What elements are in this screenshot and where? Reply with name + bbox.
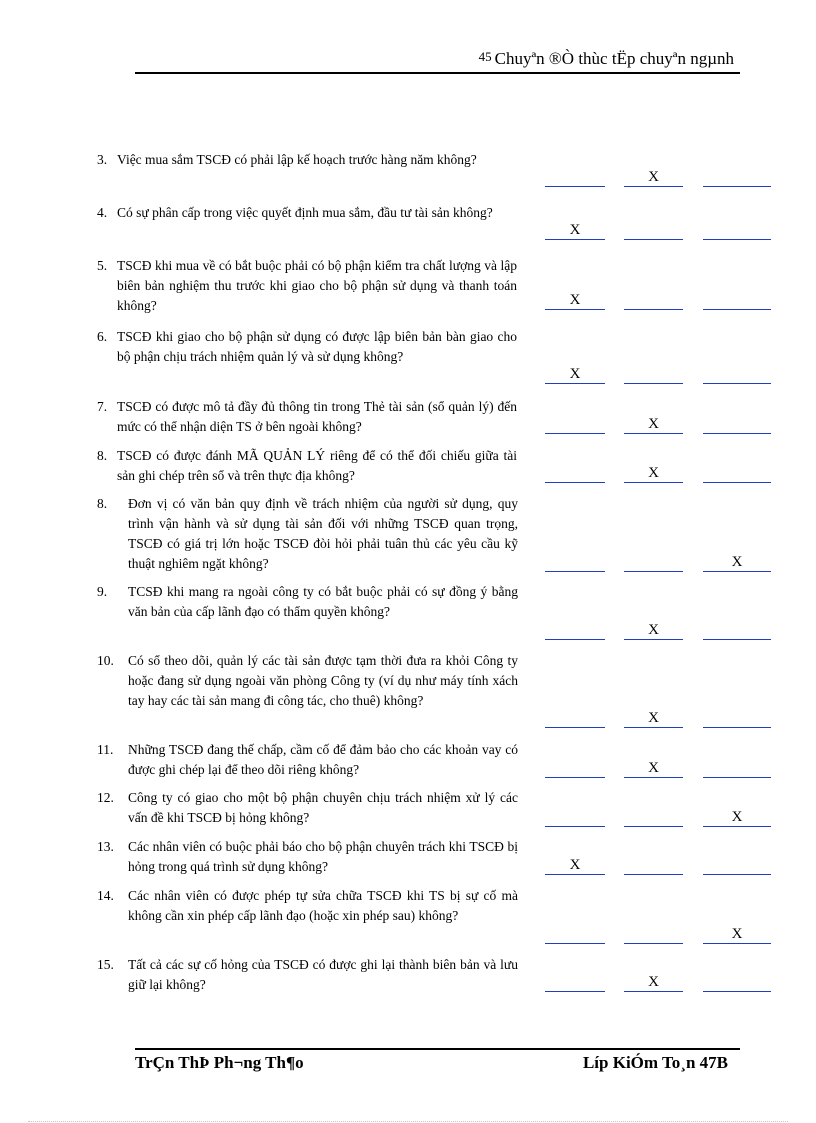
footer-rule <box>135 1048 740 1050</box>
question-item <box>0 837 816 876</box>
question-number: 7. <box>97 399 108 414</box>
answer-column-2[interactable]: X <box>624 973 683 992</box>
header-title: Chuyªn ®Ò thùc tËp chuyªn ngµnh <box>494 49 734 68</box>
question-text: Việc mua sắm TSCĐ có phải lập kế hoạch trước hàng năm không? <box>117 152 477 167</box>
answer-column-1[interactable] <box>545 621 605 640</box>
question-number: 4. <box>97 205 108 220</box>
question-text: Những TSCĐ đang thế chấp, cầm cố để đảm bảo cho các khoản vay có được ghi chép lại để theo dõi riêng không? <box>128 742 518 777</box>
question-text: Tất cả các sự cố hỏng của TSCĐ có được ghi lại thành biên bản và lưu giữ lại không? <box>128 957 518 992</box>
answer-column-3[interactable] <box>703 365 771 384</box>
answer-column-3[interactable]: X <box>703 808 771 827</box>
question-text: TSCĐ khi giao cho bộ phận sử dụng có được lập biên bản bàn giao cho bộ phận chịu trách nhiệm quản lý và sử dụng không? <box>117 329 517 364</box>
question-text: Các nhân viên có được phép tự sửa chữa TSCĐ khi TS bị sự cố mà không cần xin phép cấp lãnh đạo (hoặc xin phép sau) không? <box>128 888 518 923</box>
answer-column-2[interactable]: X <box>624 464 683 483</box>
answer-column-2[interactable]: X <box>624 759 683 778</box>
question-text: TSCĐ khi mua về có bắt buộc phải có bộ phận kiểm tra chất lượng và lập biên bản nghiệm thu trước khi giao cho bộ phận sử dụng và thanh toán không? <box>117 258 517 313</box>
question-item <box>0 150 816 188</box>
question-item <box>0 582 816 641</box>
answer-column-1[interactable]: X <box>545 365 605 384</box>
question-number: 8. <box>97 496 108 511</box>
question-text: TSCĐ có được đánh MÃ QUẢN LÝ riêng để có thể đối chiếu giữa tài sản ghi chép trên sổ và trên thực địa không? <box>117 448 517 483</box>
answer-column-3[interactable]: X <box>703 925 771 944</box>
answer-column-1[interactable] <box>545 464 605 483</box>
answer-column-3[interactable] <box>703 973 771 992</box>
question-text: Có sự phân cấp trong việc quyết định mua sắm, đầu tư tài sản không? <box>117 205 493 220</box>
page-edge <box>28 1121 788 1122</box>
answer-column-3[interactable] <box>703 415 771 434</box>
question-number: 3. <box>97 152 108 167</box>
answer-column-3[interactable] <box>703 709 771 728</box>
answer-column-1[interactable] <box>545 553 605 572</box>
answer-column-1[interactable]: X <box>545 291 605 310</box>
question-item <box>0 955 816 993</box>
question-text: Đơn vị có văn bản quy định về trách nhiệm của người sử dụng, quy trình vận hành và sử dụng tài sản đối với những TSCĐ quan trọng, TSCĐ có giá trị lớn hoặc TSCĐ đòi hỏi phải tuân thủ các yêu cầu kỹ thuật nghiêm ngặt không? <box>128 496 518 571</box>
answer-column-1[interactable] <box>545 925 605 944</box>
answer-column-3[interactable] <box>703 759 771 778</box>
answer-column-2[interactable] <box>624 221 683 240</box>
answer-column-3[interactable] <box>703 221 771 240</box>
question-number: 11. <box>97 742 114 757</box>
question-number: 6. <box>97 329 108 344</box>
question-number: 10. <box>97 653 114 668</box>
answer-column-2[interactable]: X <box>624 168 683 187</box>
question-number: 5. <box>97 258 108 273</box>
answer-column-1[interactable] <box>545 759 605 778</box>
answer-column-2[interactable]: X <box>624 621 683 640</box>
answer-column-1[interactable]: X <box>545 221 605 240</box>
question-item <box>0 256 816 311</box>
question-number: 15. <box>97 957 114 972</box>
page-number: 45 <box>478 49 492 64</box>
question-number: 8. <box>97 448 108 463</box>
question-item <box>0 494 816 573</box>
question-text: TCSĐ khi mang ra ngoài công ty có bắt buộc phải có sự đồng ý bằng văn bản của cấp lãnh đạo có thẩm quyền không? <box>128 584 518 619</box>
question-item <box>0 203 816 241</box>
question-text: TSCĐ có được mô tả đầy đủ thông tin trong Thẻ tài sản (sổ quản lý) đến mức có thể nhận diện TS ở bên ngoài không? <box>117 399 517 434</box>
answer-column-1[interactable] <box>545 168 605 187</box>
answer-column-2[interactable]: X <box>624 415 683 434</box>
answer-column-2[interactable]: X <box>624 709 683 728</box>
answer-column-2[interactable] <box>624 291 683 310</box>
question-item <box>0 327 816 385</box>
answer-column-2[interactable] <box>624 553 683 572</box>
answer-column-3[interactable] <box>703 168 771 187</box>
question-number: 12. <box>97 790 114 805</box>
question-text: Công ty có giao cho một bộ phận chuyên chịu trách nhiệm xử lý các vấn đề khi TSCĐ bị hỏng không? <box>128 790 518 825</box>
answer-column-2[interactable] <box>624 925 683 944</box>
answer-column-3[interactable]: X <box>703 553 771 572</box>
question-item <box>0 788 816 828</box>
question-text: Có sổ theo dõi, quản lý các tài sản được tạm thời đưa ra khỏi Công ty hoặc đang sử dụng ngoài văn phòng Công ty (ví dụ như máy tính xách tay hay các tài sản mang đi công tác, cho thuê) không? <box>128 653 518 708</box>
answer-column-1[interactable] <box>545 973 605 992</box>
footer-author: TrÇn ThÞ Ph¬ng Th¶o <box>135 1053 304 1072</box>
page-header <box>0 0 816 80</box>
answer-column-3[interactable] <box>703 291 771 310</box>
header-text <box>479 49 734 69</box>
question-number: 14. <box>97 888 114 903</box>
question-text: Các nhân viên có buộc phải báo cho bộ phận chuyên trách khi TSCĐ bị hỏng trong quá trình sử dụng không? <box>128 839 518 874</box>
answer-column-2[interactable] <box>624 856 683 875</box>
question-number: 9. <box>97 584 108 599</box>
question-number: 13. <box>97 839 114 854</box>
question-item <box>0 446 816 484</box>
question-item <box>0 740 816 779</box>
answer-column-3[interactable] <box>703 464 771 483</box>
answer-column-2[interactable] <box>624 808 683 827</box>
question-item <box>0 397 816 435</box>
answer-column-1[interactable] <box>545 808 605 827</box>
answer-column-1[interactable] <box>545 415 605 434</box>
answer-column-2[interactable] <box>624 365 683 384</box>
header-rule <box>135 72 740 74</box>
footer-class: Líp KiÓm To¸n 47B <box>582 1053 728 1072</box>
answer-column-1[interactable] <box>545 709 605 728</box>
question-item <box>0 886 816 945</box>
question-item <box>0 651 816 729</box>
answer-column-3[interactable] <box>703 856 771 875</box>
answer-column-1[interactable]: X <box>545 856 605 875</box>
answer-column-3[interactable] <box>703 621 771 640</box>
